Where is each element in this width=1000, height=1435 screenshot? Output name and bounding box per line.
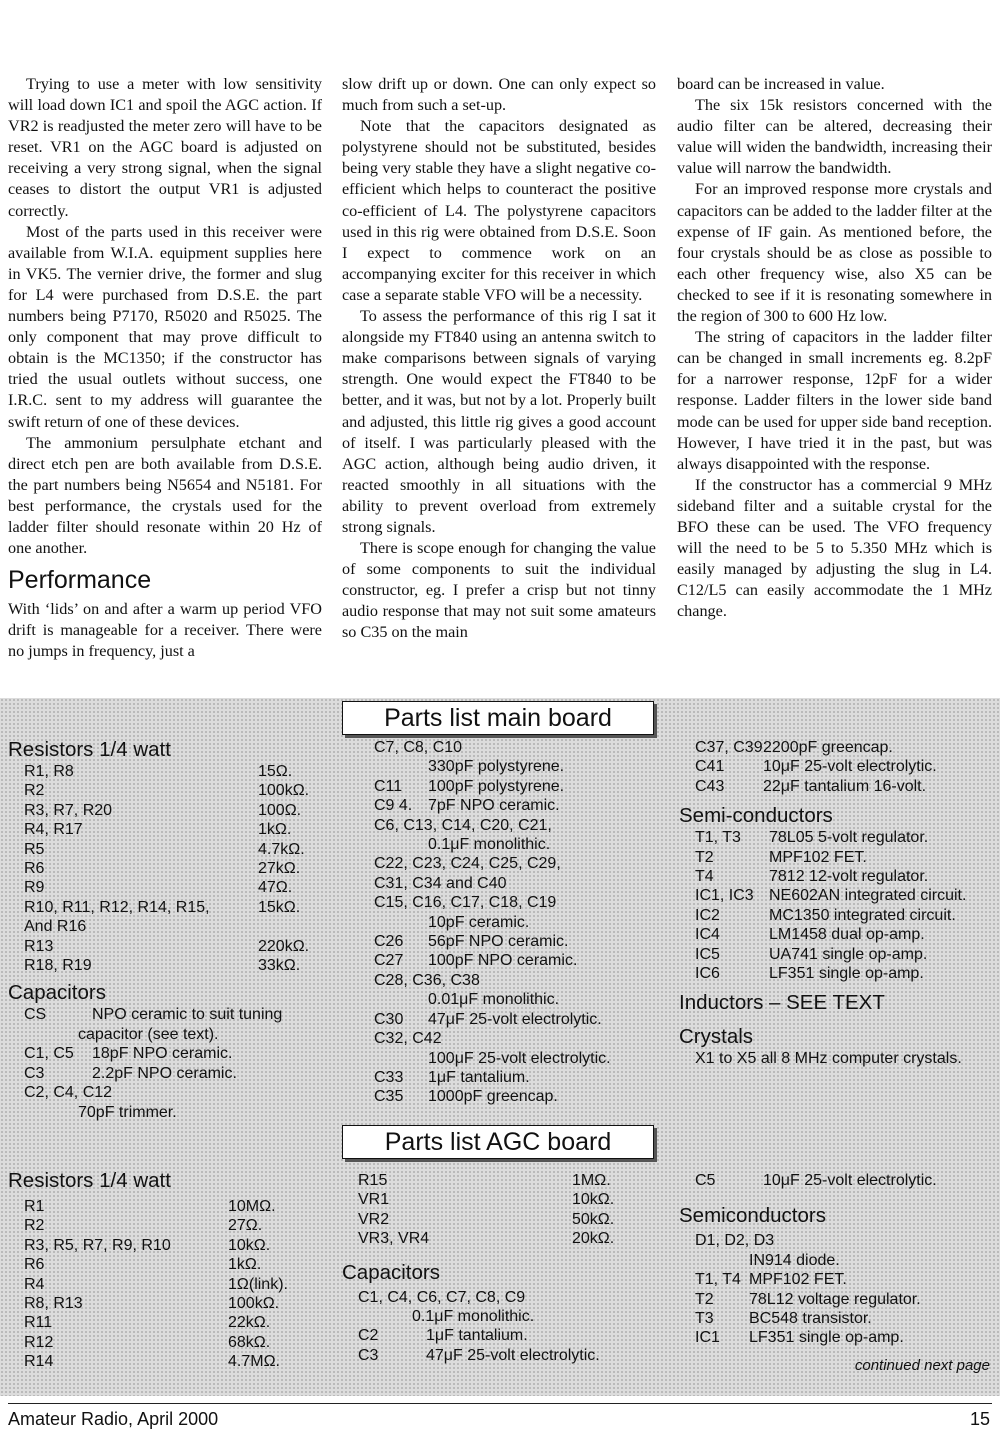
part-value: 7pF NPO ceramic. (428, 797, 560, 815)
part-ref: R9 (24, 879, 45, 897)
part-value: NPO ceramic to suit tuning (92, 1006, 283, 1024)
part-ref: C41 (695, 758, 725, 776)
part-ref: IC6 (695, 965, 720, 983)
part-row (358, 816, 668, 835)
part-row (358, 1029, 668, 1048)
part-row (8, 1197, 288, 1216)
footer-rule (8, 1403, 992, 1404)
part-row (8, 1275, 288, 1294)
part-ref: C7, C8, C10 (374, 739, 463, 756)
part-ref: VR1 (358, 1191, 390, 1209)
part-value: 2.2pF NPO ceramic. (92, 1064, 237, 1082)
inductors-heading: Inductors – SEE TEXT (679, 991, 885, 1015)
part-ref: C11 (374, 777, 403, 795)
part-ref: R4, R17 (24, 821, 83, 839)
part-row (679, 945, 994, 964)
part-row: IN914 diode. (749, 1251, 840, 1269)
part-ref: R1, R8 (24, 763, 74, 780)
part-row (679, 1270, 994, 1289)
main-resistor-list (8, 762, 318, 975)
part-row (358, 971, 668, 990)
paragraph: board can be increased in value. (677, 75, 885, 93)
part-ref: C33 (374, 1068, 404, 1086)
part-value: MPF102 FET. (769, 848, 867, 866)
part-ref: C43 (695, 777, 725, 795)
part-ref: C31, C34 and C40 (374, 874, 507, 892)
agc-semiconductor-list (679, 1231, 994, 1347)
part-value: 1kΩ. (228, 1256, 262, 1274)
part-value: 100Ω. (258, 801, 302, 819)
part-ref: R15 (358, 1172, 388, 1189)
part-value: MC1350 integrated circuit. (769, 906, 956, 924)
part-ref: VR3, VR4 (358, 1230, 430, 1248)
part-row (358, 1087, 668, 1106)
part-ref: C2 (358, 1327, 379, 1345)
paragraph: There is scope enough for changing the value of some components to suit the individual constructor, eg. I prefer a crisp but not tinny audio response that may not suit some amateurs so C35 on the main (342, 539, 656, 642)
part-value: 15kΩ. (258, 898, 301, 916)
part-row (8, 1313, 288, 1332)
part-row (679, 886, 994, 905)
part-ref: D1, D2, D3 (695, 1232, 775, 1250)
part-row (358, 738, 668, 757)
agc-capacitor-list (342, 1288, 632, 1366)
part-ref: IC4 (695, 926, 720, 944)
main-board-left-column (8, 738, 318, 1122)
part-row (8, 1005, 318, 1024)
part-row (8, 1352, 288, 1371)
continued-next-page: continued next page (854, 1356, 990, 1374)
part-row (8, 878, 318, 897)
part-ref: R4 (24, 1275, 45, 1293)
part-value: 100pF polystyrene. (428, 777, 565, 795)
part-row (358, 893, 668, 912)
article-column-3 (677, 74, 992, 622)
part-ref: C30 (374, 1010, 404, 1028)
part-row: 100μF 25-volt electrolytic. (428, 1049, 611, 1067)
paragraph: With ‘lids’ on and after a warm up period VFO drift is manageable for a receiver. There were no jumps in frequency, just a (8, 600, 322, 661)
parts-list-agc-board-title: Parts list AGC board (342, 1125, 654, 1159)
paragraph: The string of capacitors in the ladder filter can be changed in small increments eg. 8.2pF for a narrower response, 12pF for a wider response. Ladder filters in the lower side band mode can be used for upper side band reception. However, I have tried it in the past, but was always disappointed with the response. (677, 328, 992, 473)
part-row (679, 1309, 994, 1328)
part-value: BC548 transistor. (749, 1310, 872, 1328)
main-board-right-column (679, 738, 994, 1069)
part-ref: C9 4. (374, 797, 413, 815)
section-heading-performance: Performance (8, 566, 152, 595)
part-ref: C2, C4, C12 (24, 1084, 113, 1102)
paragraph: The ammonium persulphate etchant and direct etch pen are both available from D.S.E. the part numbers being N5654 and N5181. For best performance, the crystals used for the ladder filter should resonate within 20 Hz of one another. (8, 433, 322, 558)
part-row (8, 898, 318, 917)
part-row (8, 917, 318, 936)
part-ref: R6 (24, 860, 45, 878)
part-row (358, 874, 668, 893)
part-value: 100kΩ. (228, 1295, 280, 1313)
part-value: LF351 single op-amp. (769, 965, 924, 983)
part-ref: C3 (24, 1064, 45, 1082)
part-row (8, 937, 318, 956)
capacitors-heading: Capacitors (342, 1260, 440, 1284)
part-value: 1μF tantalium. (426, 1327, 528, 1345)
part-row (358, 796, 668, 815)
part-row (342, 1288, 632, 1307)
fraction: 1/4 (99, 1169, 128, 1192)
part-ref: R6 (24, 1256, 45, 1274)
part-value: 22kΩ. (228, 1314, 271, 1332)
fraction: 1/4 (99, 738, 128, 761)
part-value: 4.7MΩ. (228, 1353, 280, 1371)
part-ref: C6, C13, C14, C20, C21, (374, 816, 552, 834)
main-semiconductor-list (679, 828, 994, 983)
part-value: 1000pF greencap. (428, 1088, 558, 1106)
part-ref: C1, C4, C6, C7, C8, C9 (358, 1288, 526, 1306)
part-value: 56pF NPO ceramic. (428, 933, 569, 951)
part-row (8, 820, 318, 839)
part-value: 78L05 5-volt regulator. (769, 829, 929, 847)
part-ref: R5 (24, 840, 45, 858)
part-row (8, 1255, 288, 1274)
part-value: 20kΩ. (572, 1230, 615, 1248)
part-ref: C3 (358, 1346, 379, 1364)
part-ref: IC1 (695, 1329, 720, 1347)
paragraph: If the constructor has a commercial 9 MHz sideband filter and a suitable crystal for the BFO these can be used. The VFO frequency will the need to be 5 to 5.350 MHz which is easily managed by adjusting the slug in L4. C12/L5 can easily accommodate the 1 MHz change. (677, 475, 992, 621)
part-ref: R3, R7, R20 (24, 801, 113, 819)
part-row: 0.1μF monolithic. (412, 1308, 535, 1326)
part-row: capacitor (see text). (78, 1025, 219, 1043)
part-row (342, 1171, 632, 1190)
semiconductors-heading: Semiconductors (679, 1204, 826, 1228)
crystals-entry: X1 to X5 all 8 MHz computer crystals. (695, 1050, 962, 1068)
part-row (8, 1083, 318, 1102)
paragraph: Trying to use a meter with low sensitivity will load down IC1 and spoil the AGC action. If VR2 is readjusted the meter zero will have to be reset. VR1 on the AGC board is adjusted on receiving a very strong signal, when the signal ceases to distort the output VR1 is adjusted correctly. (8, 75, 322, 220)
footer-publication: Amateur Radio, April 2000 (8, 1409, 219, 1429)
part-ref: C37, C39 (695, 739, 763, 756)
part-row (8, 1294, 288, 1313)
part-value: NE602AN integrated circuit. (769, 887, 967, 905)
part-ref: CS (24, 1006, 47, 1024)
part-row (358, 951, 668, 970)
parts-list-main-board-title: Parts list main board (342, 701, 654, 735)
capacitors-heading: Capacitors (8, 981, 106, 1005)
part-ref: R1 (24, 1198, 45, 1215)
part-ref: And R16 (24, 918, 87, 936)
part-row (679, 964, 994, 983)
part-ref: R2 (24, 1217, 45, 1235)
part-value: 2200pF greencap. (763, 739, 893, 756)
part-ref: T3 (695, 1310, 714, 1328)
part-ref: T1, T3 (695, 829, 741, 847)
paragraph: Note that the capacitors designated as polystyrene should not be substituted, besides being very stable they have a slight negative co-efficient which helps to counteract the positive co-efficient of L4. The polystyrene capacitors used in this rig were obtained from D.S.E. Soon I expect to commence work on an accompanying exciter for this receiver in which case a separate stable VFO will be a necessity. (342, 117, 656, 304)
part-row: 0.1μF monolithic. (428, 836, 551, 854)
part-row (8, 956, 318, 975)
parts-list-panel (0, 698, 1000, 1396)
part-ref: C1, C5 (24, 1045, 74, 1063)
part-row (8, 1333, 288, 1352)
part-row (342, 1210, 632, 1229)
semiconductors-heading: Semi-conductors (679, 804, 833, 828)
part-value: 10kΩ. (228, 1236, 271, 1254)
agc-resistor-list-middle (342, 1171, 632, 1249)
part-value: 1kΩ. (258, 821, 292, 839)
part-ref: C26 (374, 933, 404, 951)
paragraph: To assess the performance of this rig I sat it alongside my FT840 using an antenna switch to make comparisons between signals of varying strength. One would expect the FT840 to be better, and it was, but not by a lot. Properly built and adjusted, this little rig gives a good account of itself. I was particularly pleased with the AGC action, although being audio driven, it reacted smoothly in all situations with the ability to prevent overload from extremely strong signals. (342, 307, 656, 536)
part-value: MPF102 FET. (749, 1271, 847, 1289)
part-value: 22μF tantalium 16-volt. (763, 777, 927, 795)
part-ref: T2 (695, 1290, 714, 1308)
part-row (8, 1216, 288, 1235)
part-ref: C32, C42 (374, 1030, 442, 1048)
part-value: 1MΩ. (572, 1172, 611, 1189)
part-row: 70pF trimmer. (78, 1103, 177, 1121)
part-row (342, 1229, 632, 1248)
part-value: 33kΩ. (258, 957, 301, 975)
agc-board-middle-column (342, 1171, 632, 1365)
resistors-heading: Resistors 1/4 watt (8, 738, 171, 761)
part-value: 10MΩ. (228, 1198, 276, 1215)
part-value: 27Ω. (228, 1217, 263, 1235)
article-column-1 (8, 74, 322, 662)
part-value: 68kΩ. (228, 1333, 271, 1351)
part-row (679, 777, 994, 796)
part-value: 27kΩ. (258, 860, 301, 878)
agc-resistor-list (8, 1197, 288, 1372)
part-ref: C27 (374, 952, 404, 970)
crystals-heading: Crystals (679, 1025, 754, 1049)
main-capacitor-list-middle (358, 738, 668, 1107)
part-row (679, 925, 994, 944)
part-row: 330pF polystyrene. (428, 758, 565, 776)
part-row (8, 840, 318, 859)
paragraph: The six 15k resistors concerned with the audio filter can be altered, decreasing their value will widen the bandwidth, increasing their value will narrow the bandwidth. (677, 96, 992, 178)
part-ref: C35 (374, 1088, 404, 1106)
resistors-heading: Resistors 1/4 watt (8, 1169, 171, 1192)
part-row (679, 906, 994, 925)
part-row (8, 1236, 288, 1255)
main-capacitor-list-right (679, 738, 994, 796)
part-ref: R8, R13 (24, 1295, 83, 1313)
page-number: 15 (969, 1409, 990, 1429)
agc-board-right-column (679, 1171, 994, 1375)
part-row (358, 854, 668, 873)
part-ref: T4 (695, 868, 714, 886)
part-row: 10pF ceramic. (428, 913, 530, 931)
part-row (8, 781, 318, 800)
paragraph: slow drift up or down. One can only expect so much from such a set-up. (342, 75, 656, 115)
part-row (8, 859, 318, 878)
part-row (8, 801, 318, 820)
part-ref: R11 (24, 1314, 53, 1332)
part-ref: IC2 (695, 906, 720, 924)
part-ref: VR2 (358, 1210, 390, 1228)
part-ref: C22, C23, C24, C25, C29, (374, 855, 561, 873)
part-ref: T1, T4 (695, 1271, 741, 1289)
part-row (679, 828, 994, 847)
part-value: 47μF 25-volt electrolytic. (426, 1346, 600, 1364)
part-value: 4.7kΩ. (258, 840, 305, 858)
part-ref: R2 (24, 782, 45, 800)
part-value: 220kΩ. (258, 937, 310, 955)
part-row (358, 777, 668, 796)
part-value: 15Ω. (258, 763, 293, 780)
part-value: UA741 single op-amp. (769, 945, 928, 963)
part-value: 10kΩ. (572, 1191, 615, 1209)
article-body (0, 74, 1000, 694)
part-value: 100pF NPO ceramic. (428, 952, 578, 970)
part-row (358, 932, 668, 951)
part-value (258, 917, 318, 936)
part-ref: R18, R19 (24, 957, 92, 975)
part-row (8, 1064, 318, 1083)
part-row (679, 848, 994, 867)
part-row (8, 1044, 318, 1063)
part-value: 100kΩ. (258, 782, 310, 800)
agc-c5-row: C5 10μF 25-volt electrolytic. (695, 1172, 937, 1189)
part-value: 1Ω(link). (228, 1275, 288, 1293)
part-row (679, 738, 994, 757)
paragraph: For an improved response more crystals and capacitors can be added to the ladder filter at the expense of IF gain. As mentioned before, the four crystals should be as close as possible to each other frequency wise, also X5 can be checked to see if it is resonating somewhere in the region of 300 to 600 Hz low. (677, 180, 992, 326)
part-value: 1μF tantalium. (428, 1068, 530, 1086)
part-value: 47Ω. (258, 879, 293, 897)
part-ref: R3, R5, R7, R9, R10 (24, 1236, 171, 1254)
part-value: 50kΩ. (572, 1210, 615, 1228)
part-row (342, 1190, 632, 1209)
part-row (679, 867, 994, 886)
part-ref: R14 (24, 1353, 54, 1371)
part-row (679, 1231, 994, 1250)
part-row (679, 1328, 994, 1347)
part-value: 47μF 25-volt electrolytic. (428, 1010, 602, 1028)
part-ref: R10, R11, R12, R14, R15, (24, 898, 210, 916)
part-ref: R13 (24, 937, 54, 955)
part-ref: IC5 (695, 945, 720, 963)
part-value: 7812 12-volt regulator. (769, 868, 929, 886)
part-row (342, 1346, 632, 1365)
part-ref: T2 (695, 848, 714, 866)
main-board-middle-column (358, 738, 668, 1107)
part-value: 78L12 voltage regulator. (749, 1290, 921, 1308)
main-capacitor-list-left (8, 1005, 318, 1121)
part-row (342, 1326, 632, 1345)
part-value: LM1458 dual op-amp. (769, 926, 925, 944)
agc-board-left-column (8, 1169, 288, 1372)
part-value: LF351 single op-amp. (749, 1329, 904, 1347)
article-column-2 (342, 74, 656, 644)
part-row (358, 1068, 668, 1087)
part-ref: C15, C16, C17, C18, C19 (374, 894, 557, 912)
part-row: 0.01μF monolithic. (428, 991, 560, 1009)
part-row (679, 757, 994, 776)
part-ref: R12 (24, 1333, 54, 1351)
part-row (679, 1290, 994, 1309)
part-row (8, 762, 318, 781)
part-row (358, 1010, 668, 1029)
part-ref: C28, C36, C38 (374, 971, 480, 989)
part-ref: IC1, IC3 (695, 887, 754, 905)
part-value: 10μF 25-volt electrolytic. (763, 758, 937, 776)
part-value: 18pF NPO ceramic. (92, 1045, 233, 1063)
paragraph: Most of the parts used in this receiver were available from W.I.A. equipment supplies here in VK5. The vernier drive, the former and slug for L4 were purchased from D.S.E. the part numbers being P7170, R5020 and R5025. The only component that may prove difficult to obtain is the MC1350; if the constructor has tried the usual outlets without success, one I.R.C. sent to my address will guarantee the swift return of one of these devices. (8, 222, 322, 431)
